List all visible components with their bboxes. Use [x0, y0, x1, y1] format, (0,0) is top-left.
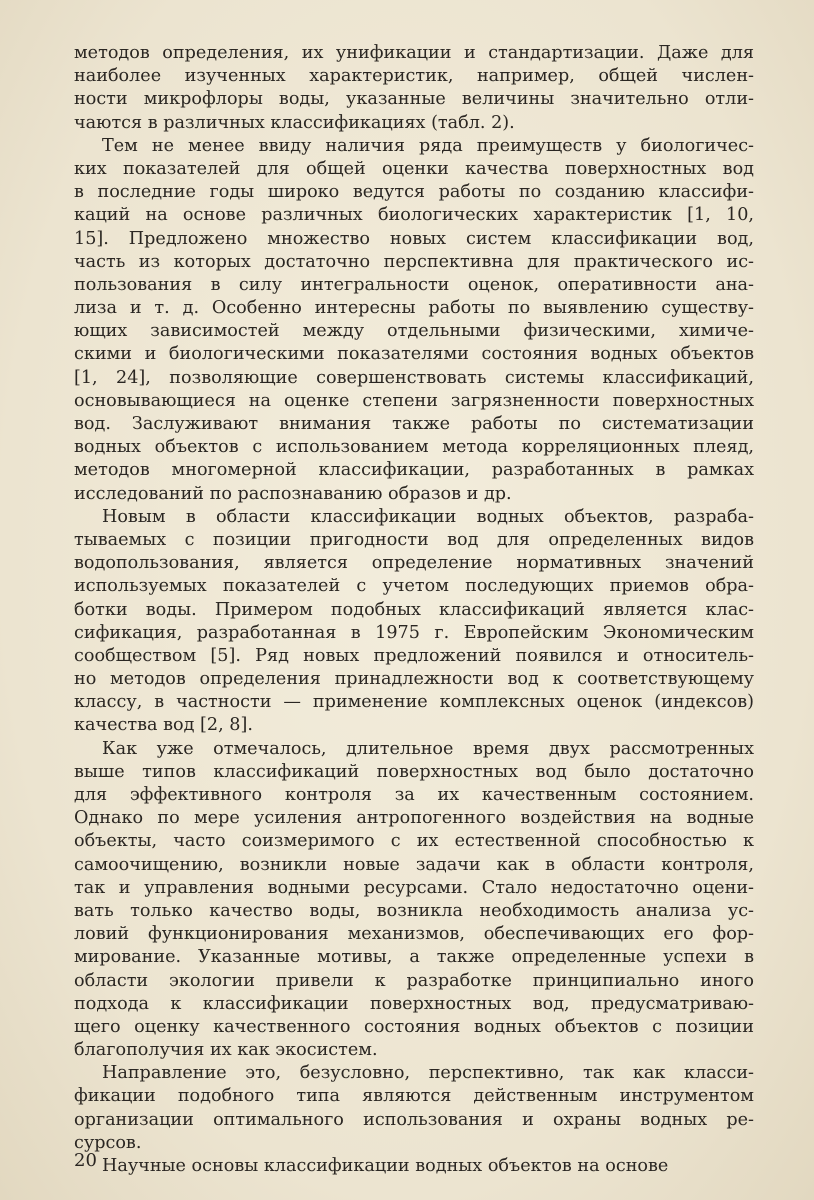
text-line: сообществом [5]. Ряд новых предложений появился и относитель- [74, 645, 754, 666]
text-line: так и управления водными ресурсами. Стало недостаточно оцени- [74, 877, 754, 898]
text-line: Новым в области классификации водных объектов, разраба- [102, 506, 754, 527]
text-line: в последние годы широко ведутся работы по созданию классифи- [74, 182, 754, 203]
text-line: сификация, разработанная в 1975 г. Европейским Экономическим [74, 622, 754, 643]
text-line: но методов определения принадлежности вод к соответствующему [74, 669, 754, 690]
text-line: ющих зависимостей между отдельными физическими, химиче- [74, 321, 754, 342]
text-line: ности микрофлоры воды, указанные величины значительно отли- [74, 89, 754, 110]
text-line: [1, 24], позволяющие совершенствовать системы классификаций, [74, 367, 754, 388]
paragraph [74, 1155, 754, 1178]
paragraph [74, 738, 754, 1063]
paragraph [74, 506, 754, 738]
text-line: вод. Заслуживают внимания также работы по систематизации [74, 414, 754, 434]
text-line: организации оптимального использования и охраны водных ре- [74, 1109, 754, 1130]
paragraph [74, 42, 754, 135]
text-line: основывающиеся на оценке степени загрязненности поверхностных [74, 390, 754, 411]
text-line: лиза и т. д. Особенно интересны работы по выявлению существу- [74, 298, 754, 319]
text-line: 15]. Предложено множество новых систем классификации вод, [74, 228, 754, 249]
text-line: скими и биологическими показателями состояния водных объектов [74, 344, 754, 365]
text-line: ких показателей для общей оценки качества поверхностных вод [74, 158, 754, 179]
text-line: вать только качество воды, возникла необходимость анализа ус- [74, 900, 754, 921]
text-line: сурсов. [74, 1132, 142, 1153]
text-line: классу, в частности — применение комплексных оценок (индексов) [74, 692, 754, 713]
text-line: выше типов классификаций поверхностных вод было достаточно [74, 761, 754, 782]
text-line: Однако по мере усиления антропогенного воздействия на водные [74, 808, 754, 829]
text-line: Научные основы классификации водных объектов на основе [102, 1156, 669, 1176]
text-line: каций на основе различных биологических характеристик [1, 10, [74, 205, 754, 226]
text-line: используемых показателей с учетом последующих приемов обра- [74, 576, 754, 597]
text-line: ловий функционирования механизмов, обеспечивающих его фор- [74, 924, 754, 945]
text-line: фикации подобного типа являются действенным инструментом [74, 1086, 754, 1107]
text-line: пользования в силу интегральности оценок, оперативности ана- [74, 274, 754, 295]
text-line: исследований по распознаванию образов и др. [74, 483, 512, 504]
text-line: Направление это, безусловно, перспективно, так как класси- [102, 1063, 754, 1084]
text-line: щего оценку качественного состояния водных объектов с позиции [74, 1016, 754, 1037]
text-line: водопользования, является определение нормативных значений [74, 553, 754, 574]
page-number: 20 [74, 1150, 97, 1171]
text-line: Как уже отмечалось, длительное время двух рассмотренных [102, 738, 754, 759]
text-line: часть из которых достаточно перспективна для практического ис- [74, 251, 754, 272]
text-line: мирование. Указанные мотивы, а также определенные успехи в [74, 947, 754, 968]
text-line: самоочищению, возникли новые задачи как в области контроля, [74, 854, 754, 875]
text-line: методов определения, их унификации и стандартизации. Даже для [74, 43, 754, 63]
text-line: области экологии привели к разработке принципиально иного [74, 970, 754, 991]
text-line: ботки воды. Примером подобных классификаций является клас- [74, 599, 754, 620]
text-line: качества вод [2, 8]. [74, 715, 253, 736]
text-line: для эффективного контроля за их качественным состоянием. [74, 785, 754, 805]
text-line: тываемых с позиции пригодности вод для определенных видов [74, 529, 754, 550]
text-line: благополучия их как экосистем. [74, 1040, 378, 1061]
text-line: Тем не менее ввиду наличия ряда преимуществ у биологичес- [102, 135, 754, 156]
paragraph [74, 135, 754, 506]
text-line: водных объектов с использованием метода корреляционных плеяд, [74, 437, 754, 458]
text-line: наиболее изученных характеристик, например, общей числен- [74, 66, 754, 87]
body-text [74, 42, 754, 1178]
paragraph [74, 1062, 754, 1155]
text-line: объекты, часто соизмеримого с их естественной способностью к [74, 831, 754, 852]
text-line: методов многомерной классификации, разработанных в рамках [74, 460, 754, 481]
text-line: подхода к классификации поверхностных вод, предусматриваю- [74, 993, 754, 1014]
text-line: чаются в различных классификациях (табл. 2). [74, 112, 515, 133]
